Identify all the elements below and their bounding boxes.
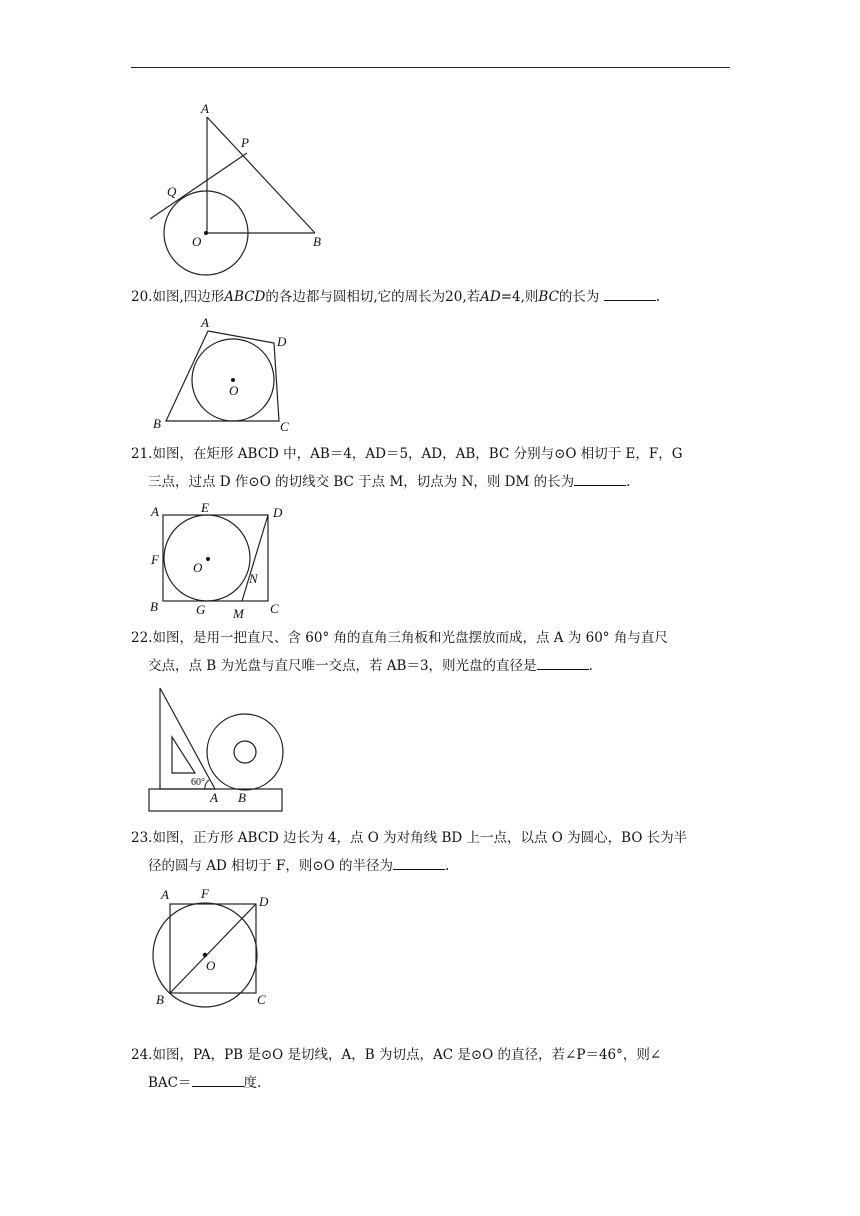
question-24: 24.如图，PA，PB 是⊙O 是切线，A，B 为切点，AC 是⊙O 的直径，若∠P＝46°，则∠ BAC＝ 度. — [131, 1047, 662, 1091]
label-q: Q — [167, 184, 177, 199]
label-b: B — [150, 599, 158, 614]
answer-blank[interactable] — [192, 1072, 244, 1087]
label-a: A — [210, 790, 218, 805]
figure-20 — [145, 315, 305, 435]
label-a: A — [161, 887, 169, 902]
question-number: 20. — [131, 289, 153, 305]
angle-label: 60° — [191, 777, 205, 788]
label-d: D — [273, 505, 283, 520]
label-e: E — [201, 500, 209, 515]
label-o: O — [192, 234, 202, 249]
label-a: A — [201, 101, 209, 116]
question-20: 20.如图,四边形ABCD的各边都与圆相切,它的周长为20,若AD=4,则BC的长为 . — [131, 283, 731, 311]
question-number: 21. — [131, 446, 153, 462]
question-23: 23.如图，正方形 ABCD 边长为 4，点 O 为对角线 BD 上一点，以点 O 为圆心，BO 长为半 径的圆与 AD 相切于 F，则⊙O 的半径为 . — [131, 830, 688, 874]
label-c: C — [280, 419, 289, 434]
label-a: A — [151, 504, 159, 519]
figure-23 — [145, 884, 275, 1009]
answer-blank[interactable] — [604, 286, 656, 301]
label-c: C — [270, 601, 279, 616]
label-b: B — [313, 234, 321, 249]
triangle-board — [160, 688, 215, 789]
disc-hole — [234, 741, 256, 763]
label-d: D — [259, 894, 269, 909]
label-a: A — [201, 315, 209, 330]
label-o: O — [229, 383, 239, 398]
answer-blank[interactable] — [574, 471, 626, 486]
diagonal-bd — [170, 904, 256, 993]
header-rule — [131, 67, 730, 68]
label-d: D — [277, 334, 287, 349]
label-b: B — [238, 790, 246, 805]
label-n: N — [249, 571, 258, 586]
tangent-line-pq — [150, 153, 247, 219]
label-o: O — [193, 560, 203, 575]
question-number: 22. — [131, 630, 153, 646]
quadrilateral-abcd — [166, 331, 279, 421]
label-c: C — [257, 992, 266, 1007]
label-p: P — [241, 135, 249, 150]
label-f: F — [151, 552, 159, 567]
question-number: 24. — [131, 1047, 153, 1063]
answer-blank[interactable] — [393, 855, 445, 870]
rectangle-abcd — [163, 515, 268, 601]
figure-21 — [145, 500, 295, 620]
figure-19 — [140, 95, 340, 280]
tangent-dm — [242, 515, 268, 601]
figure-22 — [145, 682, 290, 812]
label-f: F — [201, 886, 209, 901]
label-o: O — [206, 958, 216, 973]
label-b: B — [156, 992, 164, 1007]
question-number: 23. — [131, 830, 153, 846]
disc-outer — [207, 714, 283, 790]
label-b: B — [153, 416, 161, 431]
answer-blank[interactable] — [537, 655, 589, 670]
label-m: M — [233, 606, 244, 621]
question-21: 21.如图，在矩形 ABCD 中，AB＝4，AD＝5，AD，AB，BC 分别与⊙O 相切于 E，F，G 三点，过点 D 作⊙O 的切线交 BC 于点 M，切点为 N，则 DM 的长为 . — [131, 446, 683, 490]
question-22: 22.如图，是用一把直尺、含 60° 角的直角三角板和光盘摆放而成，点 A 为 60° 角与直尺 交点，点 B 为光盘与直尺唯一交点，若 AB＝3，则光盘的直径是 . — [131, 630, 668, 674]
label-g: G — [196, 602, 206, 617]
